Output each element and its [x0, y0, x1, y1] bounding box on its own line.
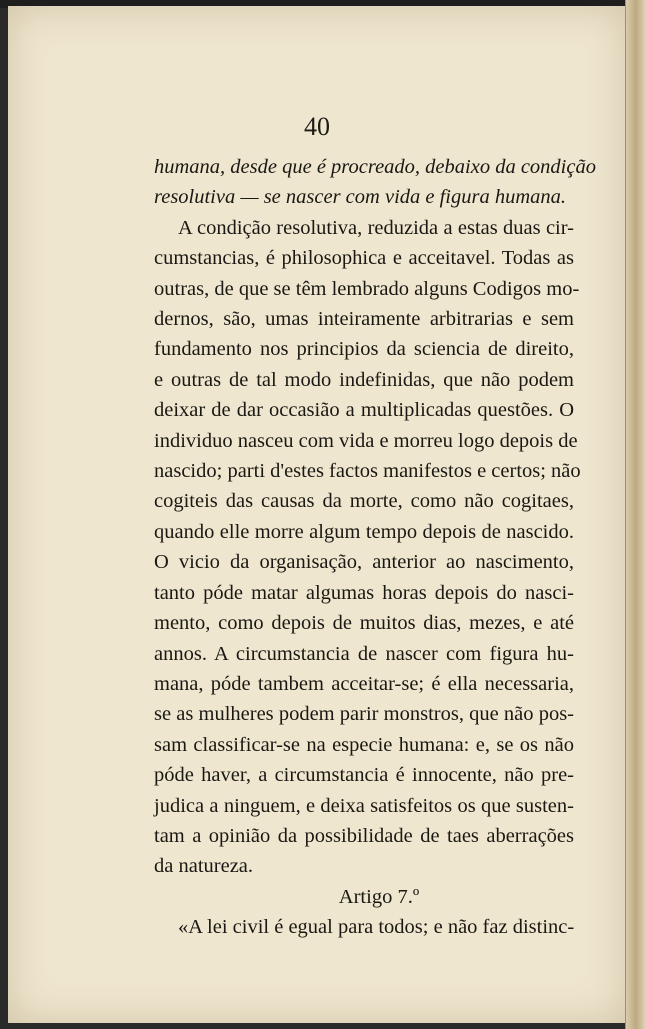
text-line: cogiteis das causas da morte, como não cogitaes, [154, 490, 574, 513]
text-line: A condição resolutiva, reduzida a estas duas cir- [178, 216, 574, 239]
text-line: resolutiva — se nascer com vida e figura humana. [154, 186, 567, 209]
book-page [8, 6, 626, 1023]
text-line: judica a ninguem, e deixa satisfeitos os que susten- [154, 794, 574, 817]
text-line: individuo nasceu com vida e morreu logo depois de [154, 429, 578, 452]
text-line: «A lei civil é egual para todos; e não faz distinc- [178, 916, 575, 939]
page-number: 40 [304, 112, 330, 141]
text-line: mana, póde tambem acceitar-se; é ella necessaria, [154, 672, 574, 695]
text-line: humana, desde que é procreado, debaixo da condição [154, 156, 596, 178]
text-line: da natureza. [154, 855, 254, 878]
text-line: quando elle morre algum tempo depois de nascido. [154, 520, 574, 543]
text-line: fundamento nos principios da sciencia de direito, [154, 338, 574, 361]
page-stack-edge [625, 0, 646, 1029]
text-line: annos. A circumstancia de nascer com figura hu- [154, 642, 574, 665]
article-heading: Artigo 7.º [338, 885, 420, 908]
text-line: póde haver, a circumstancia é innocente, não pre- [154, 764, 574, 787]
text-line: cumstancias, é philosophica e acceitavel. Todas as [154, 247, 574, 270]
text-line: tam a opinião da possibilidade de taes aberrações [154, 824, 574, 847]
text-line: dernos, são, umas inteiramente arbitrarias e sem [154, 308, 574, 331]
text-line: outras, de que se têm lembrado alguns Codigos mo- [154, 277, 580, 300]
text-line: deixar de dar occasião a multiplicadas questões. O [154, 399, 574, 422]
text-line: nascido; parti d'estes factos manifestos e certos; não [154, 460, 581, 483]
text-line: tanto póde matar algumas horas depois do nasci- [154, 581, 574, 604]
text-line: mento, como depois de muitos dias, mezes, e até [154, 612, 574, 635]
text-line: O vicio da organisação, anterior ao nascimento, [154, 551, 574, 574]
text-line: e outras de tal modo indefinidas, que não podem [154, 368, 574, 391]
text-line: sam classificar-se na especie humana: e, se os não [154, 733, 574, 756]
text-line: se as mulheres podem parir monstros, que não pos- [154, 703, 574, 726]
body-text [154, 152, 596, 943]
